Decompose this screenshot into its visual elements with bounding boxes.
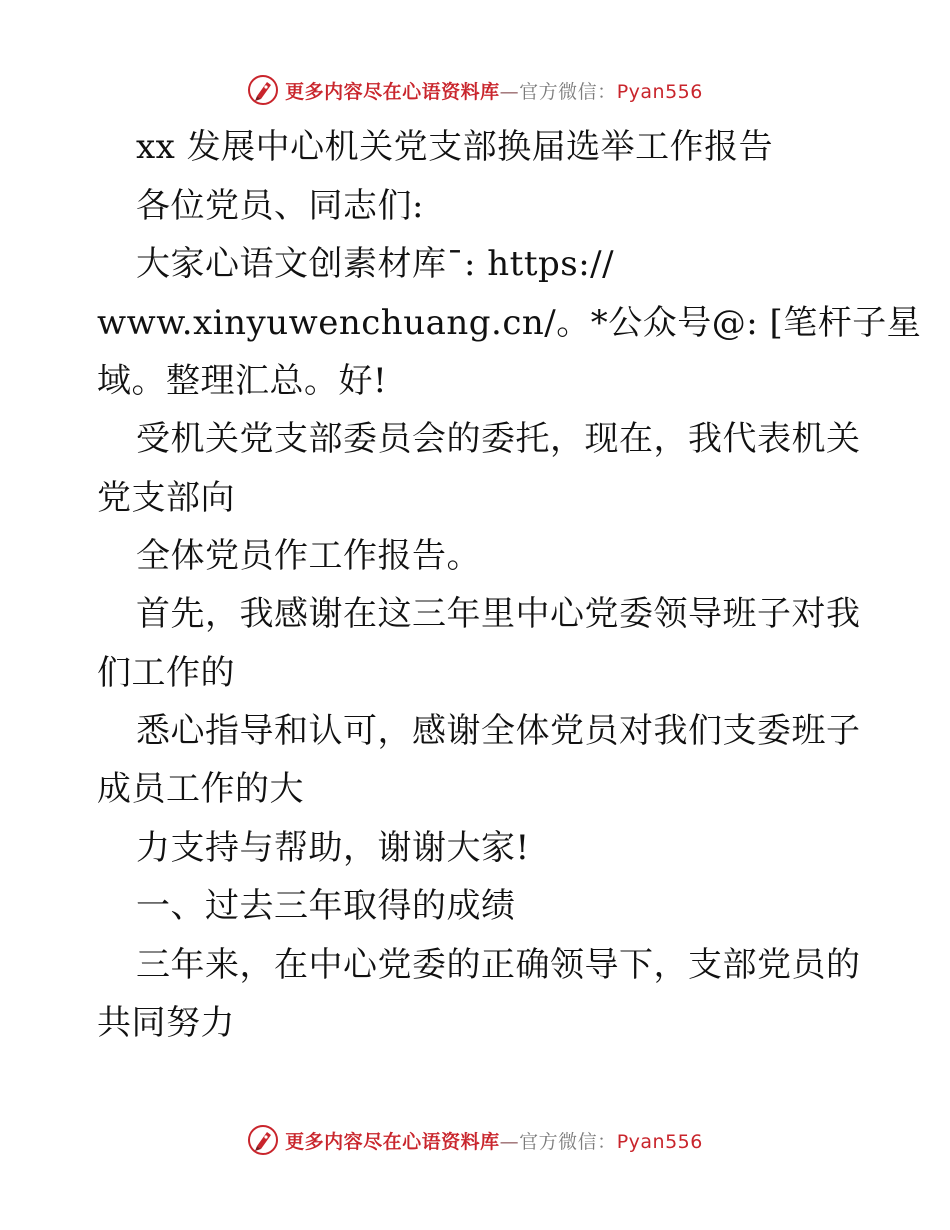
watermark-wechat-id: Pyan556 <box>616 1130 703 1153</box>
watermark-banner-bottom <box>0 1120 950 1160</box>
paragraph-line: 三年来，在中心党委的正确领导下，支部党员的 <box>136 945 861 985</box>
watermark-wechat-label: 官方微信： <box>519 80 617 103</box>
paragraph-line: 成员工作的大 <box>97 769 304 809</box>
paragraph-line: 全体党员作工作报告。 <box>136 536 481 576</box>
paragraph-line: 域。整理汇总。好! <box>97 361 388 401</box>
section-heading: 一、过去三年取得的成绩 <box>136 886 516 926</box>
watermark-wechat-label: 官方微信： <box>519 1130 617 1153</box>
paragraph-line: 党支部向 <box>97 478 235 518</box>
paragraph-line: 首先，我感谢在这三年里中心党委领导班子对我 <box>136 594 861 634</box>
fountain-pen-logo-icon <box>247 74 279 106</box>
watermark-brand-text: 更多内容尽在心语资料库 <box>285 1130 500 1153</box>
watermark-brand-text: 更多内容尽在心语资料库 <box>285 80 500 103</box>
paragraph-line: www.xinyuwenchuang.cn/。*公众号@: [笔杆子星 <box>97 303 922 343</box>
paragraph-line: 力支持与帮助，谢谢大家! <box>136 828 530 868</box>
paragraph-line: 悉心指导和认可，感谢全体党员对我们支委班子 <box>136 711 861 751</box>
document-title: xx 发展中心机关党支部换届选举工作报告 <box>136 127 774 167</box>
paragraph-line: 大家心语文创素材库¯: https:// <box>136 244 615 284</box>
paragraph-line: 们工作的 <box>97 653 235 693</box>
watermark-dash: — <box>499 80 520 103</box>
watermark-banner-top <box>0 70 950 110</box>
watermark-dash: — <box>499 1130 520 1153</box>
paragraph-line: 受机关党支部委员会的委托，现在，我代表机关 <box>136 419 861 459</box>
watermark-wechat-id: Pyan556 <box>616 80 703 103</box>
paragraph-line: 共同努力 <box>97 1003 235 1043</box>
fountain-pen-logo-icon <box>247 1124 279 1156</box>
paragraph-line: 各位党员、同志们: <box>136 186 424 226</box>
